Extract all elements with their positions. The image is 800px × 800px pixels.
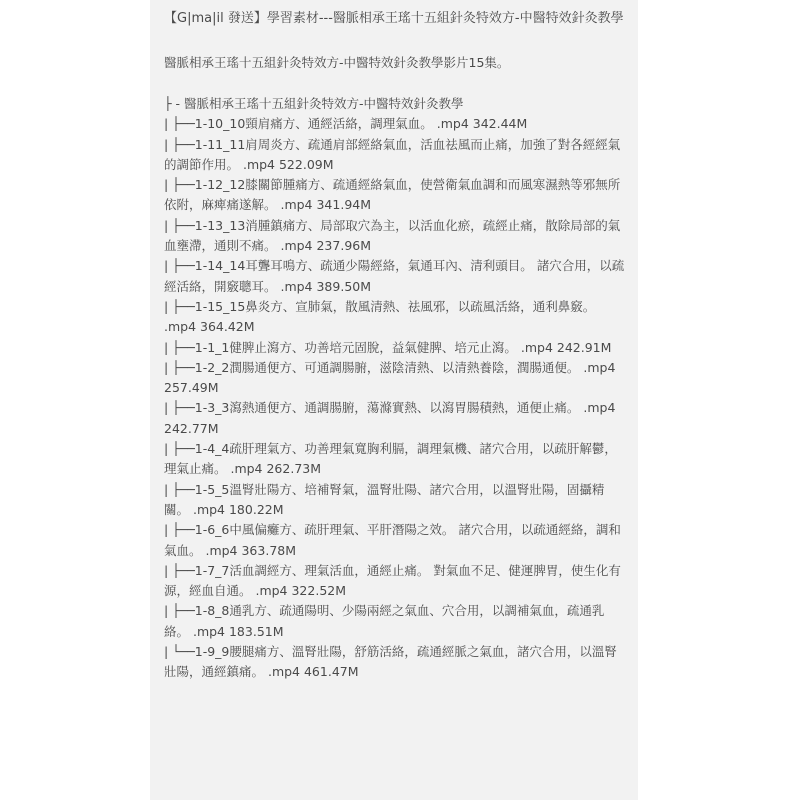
tree-file-item: | ├──1-3_3瀉熱通便方、通調腸腑，蕩滌實熱、以瀉胃腸積熱，通便止痛。 .mp4 242.77M xyxy=(164,400,616,436)
tree-file-item: | └──1-9_9腰腿痛方、溫腎壯陽，舒筋活絡，疏通經脈之氣血，諸穴合用，以溫腎壯陽，通經鎮痛。 .mp4 461.47M xyxy=(164,644,617,680)
tree-file-item: | ├──1-14_14耳聾耳鳴方、疏通少陽經絡，氣通耳內、清利頭目。 諸穴合用，以疏經活絡，開竅聰耳。 .mp4 389.50M xyxy=(164,258,625,294)
post-title: 【G|ma|il 發送】學習素材---醫脈相承王瑤十五組針灸特效方-中醫特效針灸教學 xyxy=(164,11,624,26)
tree-file-item: | ├──1-6_6中風偏癱方、疏肝理氣、平肝潛陽之效。 諸穴合用，以疏通經絡，調和氣血。 .mp4 363.78M xyxy=(164,522,621,558)
tree-file-item: | ├──1-12_12膝關節腫痛方、疏通經絡氣血，使營衛氣血調和而風寒濕熱等邪無所依附，麻痺痛遂解。 .mp4 341.94M xyxy=(164,177,621,213)
tree-file-item: | ├──1-5_5溫腎壯陽方、培補腎氣，溫腎壯陽、諸穴合用，以溫腎壯陽，固攝精關。 .mp4 180.22M xyxy=(164,481,605,517)
tree-file-item: | ├──1-4_4疏肝理氣方、功善理氣寬胸利膈，調理氣機、諸穴合用，以疏肝解鬱，理氣止痛。 .mp4 262.73M xyxy=(164,441,617,477)
post-content xyxy=(150,0,638,800)
tree-file-item: | ├──1-8_8通乳方、疏通陽明、少陽兩經之氣血、穴合用，以調補氣血，疏通乳絡。 .mp4 183.51M xyxy=(164,603,605,639)
post-subtitle: 醫脈相承王瑤十五組針灸特效方-中醫特效針灸教學影片15集。 xyxy=(164,55,510,70)
tree-file-item: | ├──1-10_10頸肩痛方、通經活絡，調理氣血。 .mp4 342.44M xyxy=(164,116,528,132)
tree-file-item: | ├──1-15_15鼻炎方、宣肺氣，散風清熱、祛風邪，以疏風活絡，通利鼻竅。 .mp4 364.42M xyxy=(164,298,596,335)
tree-file-item: | ├──1-7_7活血調經方、理氣活血，通經止痛。 對氣血不足、健運脾胃，使生化有源，經血自通。 .mp4 322.52M xyxy=(164,562,621,599)
tree-file-item: | ├──1-11_11肩周炎方、疏通肩部經絡氣血，活血祛風而止痛，加強了對各經經氣的調節作用。 .mp4 522.09M xyxy=(164,136,621,172)
tree-root: ├ - 醫脈相承王瑤十五組針灸特效方-中醫特效針灸教學 xyxy=(164,96,464,111)
file-tree xyxy=(164,94,628,683)
tree-file-item: | ├──1-2_2潤腸通便方、可通調腸腑，滋陰清熱、以清熱養陰，潤腸通便。 .mp4 257.49M xyxy=(164,359,616,396)
tree-file-item: | ├──1-1_1健脾止瀉方、功善培元固脫，益氣健脾、培元止瀉。 .mp4 242.91M xyxy=(164,339,612,355)
tree-file-item: | ├──1-13_13消腫鎮痛方、局部取穴為主，以活血化瘀，疏經止痛，散除局部的氣血壅滯，通則不痛。 .mp4 237.96M xyxy=(164,217,621,254)
